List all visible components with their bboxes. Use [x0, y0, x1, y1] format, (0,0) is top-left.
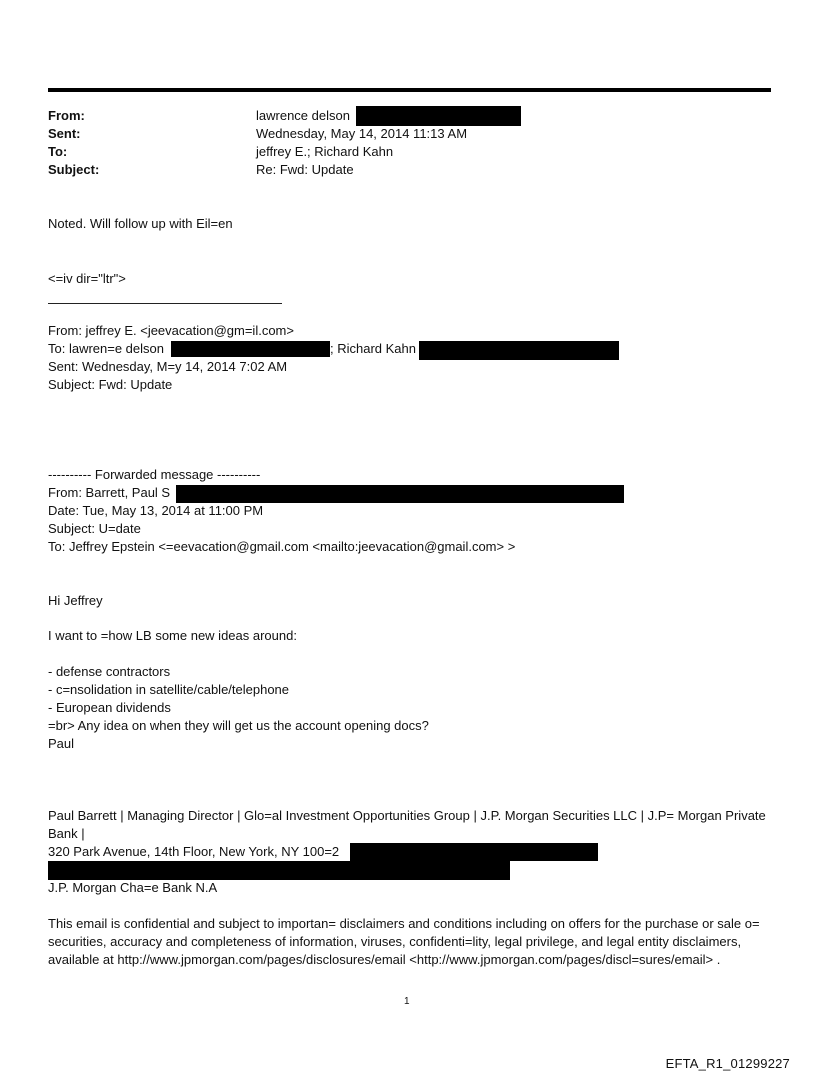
fwd2-from: From: Barrett, Paul S	[48, 485, 171, 500]
subject-value: Re: Fwd: Update	[256, 162, 354, 177]
bullet-item: - European dividends	[48, 700, 171, 715]
fwd1-sent: Sent: Wednesday, M=y 14, 2014 7:02 AM	[48, 359, 288, 374]
to-label: To:	[48, 144, 68, 159]
sent-value: Wednesday, May 14, 2014 11:13 AM	[256, 126, 468, 141]
to-value: jeffrey E.; Richard Kahn	[256, 144, 394, 159]
bullet-item: - c=nsolidation in satellite/cable/telephone	[48, 682, 290, 697]
redaction-block	[176, 485, 624, 503]
redaction-block	[171, 341, 330, 357]
separator-line	[48, 303, 282, 304]
fwd1-subject: Subject: Fwd: Update	[48, 377, 173, 392]
intro-text: I want to =how LB some new ideas around:	[48, 628, 297, 643]
html-fragment: <=iv dir="ltr">	[48, 271, 126, 286]
fwd2-subject: Subject: U=date	[48, 521, 141, 536]
redaction-block	[350, 843, 598, 861]
from-label: From:	[48, 108, 85, 123]
signature-line: Paul Barrett | Managing Director | Glo=al Investment Opportunities Group | J.P. Morgan Securities LLC | J.P= Morgan Private Bank |	[48, 808, 766, 841]
disclaimer-text: This email is confidential and subject to importan= disclaimers and conditions including on offers for the purchase or sale o= securities, accuracy and completeness of information, viruses, confidenti=lity, legal privilege, and legal entity disclaimers, available at http://www.jpmorgan.com/pages/disclosures/email <http://www.jpmorgan.com/pages/discl=sures/email> .	[48, 916, 760, 967]
fwd2-to: To: Jeffrey Epstein <=eevacation@gmail.com <mailto:jeevacation@gmail.com> >	[48, 539, 516, 554]
document-id: EFTA_R1_01299227	[665, 1056, 790, 1071]
bank-name: J.P. Morgan Cha=e Bank N.A	[48, 880, 218, 895]
from-value: lawrence delson	[256, 108, 350, 123]
reply-text: Noted. Will follow up with Eil=en	[48, 216, 233, 231]
question-text: =br> Any idea on when they will get us the account opening docs?	[48, 718, 429, 733]
bullet-item: - defense contractors	[48, 664, 171, 679]
redaction-block	[356, 106, 521, 126]
signature-address: 320 Park Avenue, 14th Floor, New York, NY 100=2	[48, 844, 340, 859]
redaction-block	[419, 341, 619, 360]
signoff: Paul	[48, 736, 75, 751]
fwd1-to-middle: ; Richard Kahn	[330, 341, 416, 356]
fwd2-date: Date: Tue, May 13, 2014 at 11:00 PM	[48, 503, 264, 518]
page-number: 1	[404, 996, 410, 1007]
redaction-block	[48, 861, 510, 880]
forwarded-heading: ---------- Forwarded message ----------	[48, 467, 261, 482]
fwd1-from: From: jeffrey E. <jeevacation@gm=il.com>	[48, 323, 294, 338]
sent-label: Sent:	[48, 126, 81, 141]
greeting: Hi Jeffrey	[48, 593, 103, 608]
top-rule	[48, 88, 771, 92]
subject-label: Subject:	[48, 162, 100, 177]
fwd1-to-prefix: To: lawren=e delson	[48, 341, 164, 356]
